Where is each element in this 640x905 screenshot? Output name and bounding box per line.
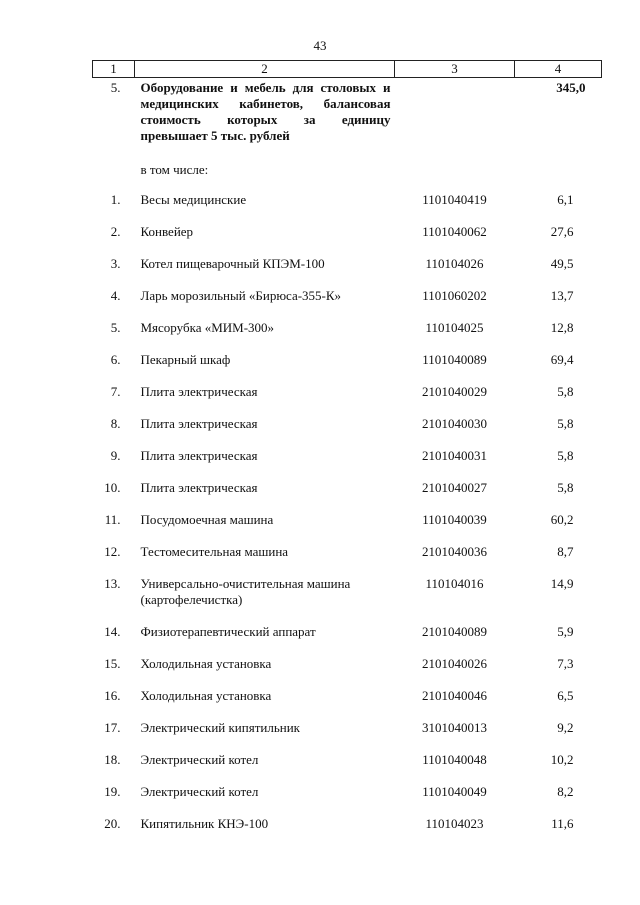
row-number: 14. (104, 624, 121, 639)
column-header-4: 4 (515, 61, 602, 78)
row-number: 7. (110, 384, 121, 399)
row-value: 7,3 (557, 656, 574, 671)
row-value: 5,9 (557, 624, 574, 639)
row-number: 9. (110, 448, 121, 463)
row-value: 14,9 (550, 576, 574, 591)
row-number: 8. (110, 416, 121, 431)
row-number: 17. (104, 720, 121, 735)
table-row (93, 720, 602, 752)
table-row (93, 512, 602, 544)
row-code: 3101040013 (422, 720, 487, 735)
table-row (93, 544, 602, 576)
row-number: 12. (104, 544, 121, 559)
row-value: 6,5 (557, 688, 574, 703)
row-name: Мясорубка «МИМ-300» (140, 320, 275, 335)
table-row (93, 384, 602, 416)
row-value: 5,8 (557, 384, 574, 399)
row-code: 2101040026 (422, 656, 487, 671)
row-code: 2101040089 (422, 624, 487, 639)
row-code: 1101040049 (422, 784, 487, 799)
row-name: Плита электрическая (140, 480, 258, 495)
row-value: 9,2 (557, 720, 574, 735)
group-title: Оборудование и мебель для столовых и медицинских кабинетов, балансовая стоимость которых за единицу превышает 5 тыс. рублей (140, 80, 391, 143)
subheading-row (93, 144, 602, 178)
row-value: 5,8 (557, 448, 574, 463)
table-row (93, 224, 602, 256)
table-row (93, 256, 602, 288)
row-code: 1101040048 (422, 752, 487, 767)
row-value: 69,4 (550, 352, 574, 367)
row-code: 2101040046 (422, 688, 487, 703)
column-header-3: 3 (395, 61, 515, 78)
row-name: Котел пищеварочный КПЭМ-100 (140, 256, 325, 271)
row-value: 60,2 (550, 512, 574, 527)
row-name: Плита электрическая (140, 384, 258, 399)
row-code: 110104023 (425, 816, 484, 831)
row-name: Ларь морозильный «Бирюса-355-К» (140, 288, 342, 303)
table-row (93, 288, 602, 320)
row-number: 16. (104, 688, 121, 703)
table-row (93, 352, 602, 384)
row-value: 10,2 (550, 752, 574, 767)
row-name: Универсально-очистительная машина (картофелечистка) (140, 576, 351, 607)
row-value: 6,1 (557, 192, 574, 207)
row-name: Пекарный шкаф (140, 352, 231, 367)
group-number: 5. (110, 80, 121, 95)
row-number: 5. (110, 320, 121, 335)
column-header-1: 1 (93, 61, 135, 78)
row-number: 10. (104, 480, 121, 495)
row-name: Плита электрическая (140, 448, 258, 463)
row-value: 12,8 (550, 320, 574, 335)
subheading: в том числе: (140, 162, 209, 177)
row-code: 2101040029 (422, 384, 487, 399)
table-row (93, 320, 602, 352)
row-name: Кипятильник КНЭ-100 (140, 816, 269, 831)
page-number: 43 (313, 38, 327, 53)
table-row (93, 752, 602, 784)
row-number: 20. (104, 816, 121, 831)
group-row (93, 78, 602, 145)
row-number: 2. (110, 224, 121, 239)
row-name: Плита электрическая (140, 416, 258, 431)
row-code: 1101040062 (422, 224, 487, 239)
row-name: Тестомесительная машина (140, 544, 289, 559)
row-code: 2101040031 (422, 448, 487, 463)
row-number: 6. (110, 352, 121, 367)
table-row (93, 688, 602, 720)
table-row (93, 624, 602, 656)
row-value: 5,8 (557, 416, 574, 431)
row-value: 8,7 (557, 544, 574, 559)
row-code: 110104026 (425, 256, 484, 271)
row-number: 11. (104, 512, 121, 527)
row-value: 49,5 (550, 256, 574, 271)
row-number: 19. (104, 784, 121, 799)
table-row (93, 816, 602, 848)
row-code: 1101040419 (422, 192, 487, 207)
row-value: 27,6 (550, 224, 574, 239)
row-name: Физиотерапевтический аппарат (140, 624, 316, 639)
row-code: 1101060202 (422, 288, 487, 303)
table-row (93, 784, 602, 816)
row-name: Холодильная установка (140, 688, 272, 703)
row-number: 1. (110, 192, 121, 207)
row-code: 1101040089 (422, 352, 487, 367)
column-header-2: 2 (135, 61, 395, 78)
table-row (93, 416, 602, 448)
column-number-row (93, 61, 602, 78)
row-name: Электрический котел (140, 784, 259, 799)
row-name: Электрический котел (140, 752, 259, 767)
row-code: 1101040039 (422, 512, 487, 527)
row-number: 18. (104, 752, 121, 767)
row-code: 2101040027 (422, 480, 487, 495)
table-row (93, 448, 602, 480)
row-name: Весы медицинские (140, 192, 247, 207)
row-value: 11,6 (551, 816, 574, 831)
equipment-table (92, 60, 602, 848)
row-name: Конвейер (140, 224, 194, 239)
group-value: 345,0 (556, 80, 586, 95)
row-number: 15. (104, 656, 121, 671)
table-row (93, 178, 602, 224)
row-number: 4. (110, 288, 121, 303)
table-row (93, 656, 602, 688)
row-code: 110104016 (425, 576, 484, 591)
row-code: 2101040036 (422, 544, 487, 559)
row-number: 13. (104, 576, 121, 591)
row-code: 2101040030 (422, 416, 487, 431)
row-value: 8,2 (557, 784, 574, 799)
row-value: 13,7 (550, 288, 574, 303)
row-code: 110104025 (425, 320, 484, 335)
row-number: 3. (110, 256, 121, 271)
table-row (93, 480, 602, 512)
row-name: Посудомоечная машина (140, 512, 274, 527)
row-name: Холодильная установка (140, 656, 272, 671)
table-row (93, 576, 602, 624)
row-value: 5,8 (557, 480, 574, 495)
row-name: Электрический кипятильник (140, 720, 300, 735)
